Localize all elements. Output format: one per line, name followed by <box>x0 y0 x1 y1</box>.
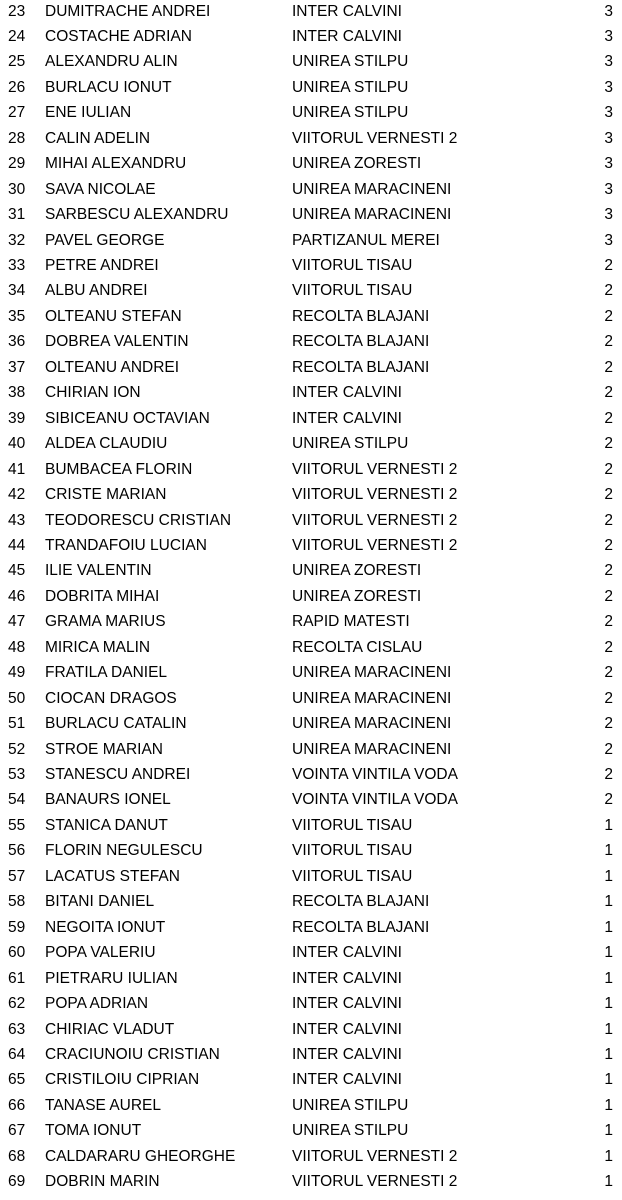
player-name: POPA VALERIU <box>45 944 156 962</box>
table-row <box>0 711 622 736</box>
table-row <box>0 1118 622 1143</box>
row-rank: 24 <box>8 27 26 45</box>
row-rank: 67 <box>8 1122 26 1140</box>
goals-count: 3 <box>604 231 613 249</box>
player-name: TOMA IONUT <box>45 1122 142 1140</box>
row-rank: 25 <box>8 53 26 71</box>
goals-count: 2 <box>604 257 613 274</box>
goals-count: 2 <box>604 689 613 707</box>
table-row <box>0 482 622 507</box>
team-name: UNIREA ZORESTI <box>292 587 422 605</box>
team-name: VIITORUL VERNESTI 2 <box>292 129 458 147</box>
player-name: BITANI DANIEL <box>45 893 155 911</box>
goals-count: 3 <box>604 129 613 147</box>
table-row <box>0 762 622 787</box>
goals-count: 3 <box>604 104 613 122</box>
team-name: RECOLTA BLAJANI <box>292 358 430 376</box>
team-name: INTER CALVINI <box>292 409 402 427</box>
goals-count: 2 <box>604 562 613 580</box>
row-rank: 68 <box>8 1147 26 1165</box>
row-rank: 65 <box>8 1071 26 1089</box>
table-row <box>0 813 622 838</box>
row-rank: 50 <box>8 689 26 707</box>
row-rank: 56 <box>8 842 26 860</box>
player-name: DOBRIN MARIN <box>45 1173 160 1191</box>
team-name: UNIREA STILPU <box>292 78 409 96</box>
team-name: VOINTA VINTILA VODA <box>292 766 458 783</box>
row-rank: 69 <box>8 1173 26 1191</box>
goals-count: 1 <box>604 1071 613 1089</box>
table-row <box>0 278 622 303</box>
table-row <box>0 457 622 482</box>
table-row <box>0 202 622 227</box>
table-row <box>0 558 622 583</box>
goals-count: 2 <box>604 740 613 758</box>
table-row <box>0 533 622 558</box>
team-name: INTER CALVINI <box>292 1045 402 1063</box>
goals-count: 1 <box>604 1020 613 1038</box>
goals-count: 1 <box>604 867 613 885</box>
team-name: INTER CALVINI <box>292 2 402 20</box>
row-rank: 57 <box>8 867 26 885</box>
row-rank: 33 <box>8 257 26 274</box>
player-name: BUMBACEA FLORIN <box>45 460 193 478</box>
row-rank: 28 <box>8 129 26 147</box>
row-rank: 61 <box>8 969 26 987</box>
team-name: VIITORUL TISAU <box>292 257 413 274</box>
table-row <box>0 686 622 711</box>
goals-count: 2 <box>604 766 613 783</box>
goals-count: 3 <box>604 78 613 96</box>
goals-count: 1 <box>604 918 613 936</box>
goals-count: 2 <box>604 638 613 656</box>
table-row <box>0 889 622 914</box>
table-row <box>0 584 622 609</box>
goals-count: 1 <box>604 1096 613 1114</box>
table-row <box>0 177 622 202</box>
goals-count: 1 <box>604 1147 613 1165</box>
team-name: UNIREA MARACINENI <box>292 689 452 707</box>
team-name: UNIREA ZORESTI <box>292 562 422 580</box>
table-row <box>0 49 622 74</box>
table-row <box>0 1169 622 1194</box>
team-name: RECOLTA CISLAU <box>292 638 423 656</box>
player-name: STANICA DANUT <box>45 816 168 834</box>
player-name: DOBRITA MIHAI <box>45 587 160 605</box>
goals-count: 2 <box>604 460 613 478</box>
table-row <box>0 940 622 965</box>
table-row <box>0 380 622 405</box>
team-name: UNIREA STILPU <box>292 1096 409 1114</box>
player-name: CHIRIAC VLADUT <box>45 1020 175 1038</box>
team-name: RECOLTA BLAJANI <box>292 307 430 325</box>
table-row <box>0 100 622 125</box>
team-name: INTER CALVINI <box>292 944 402 962</box>
row-rank: 42 <box>8 486 26 504</box>
team-name: VIITORUL VERNESTI 2 <box>292 536 458 554</box>
table-row <box>0 24 622 49</box>
player-name: LACATUS STEFAN <box>45 867 180 885</box>
goals-count: 2 <box>604 282 613 300</box>
goals-count: 2 <box>604 409 613 427</box>
table-row <box>0 966 622 991</box>
player-name: CHIRIAN ION <box>45 384 141 402</box>
row-rank: 30 <box>8 180 26 198</box>
row-rank: 38 <box>8 384 26 402</box>
table-row <box>0 508 622 533</box>
team-name: VIITORUL TISAU <box>292 842 413 860</box>
player-name: CALDARARU GHEORGHE <box>45 1147 236 1165</box>
team-name: INTER CALVINI <box>292 1020 402 1038</box>
player-name: BANAURS IONEL <box>45 791 171 809</box>
player-name: COSTACHE ADRIAN <box>45 27 192 45</box>
player-name: CALIN ADELIN <box>45 129 151 147</box>
goals-count: 3 <box>604 27 613 45</box>
team-name: VIITORUL VERNESTI 2 <box>292 1173 458 1191</box>
team-name: UNIREA ZORESTI <box>292 155 422 173</box>
row-rank: 44 <box>8 536 26 554</box>
player-name: ALEXANDRU ALIN <box>45 53 178 71</box>
team-name: VIITORUL TISAU <box>292 867 413 885</box>
player-name: FLORIN NEGULESCU <box>45 842 203 860</box>
team-name: VIITORUL TISAU <box>292 816 413 834</box>
row-rank: 34 <box>8 282 26 300</box>
player-name: OLTEANU STEFAN <box>45 307 182 325</box>
team-name: RECOLTA BLAJANI <box>292 893 430 911</box>
row-rank: 54 <box>8 791 26 809</box>
goals-count: 2 <box>604 486 613 504</box>
goals-count: 2 <box>604 664 613 682</box>
table-row <box>0 787 622 812</box>
table-row <box>0 635 622 660</box>
goals-count: 2 <box>604 613 613 631</box>
team-name: VIITORUL TISAU <box>292 282 413 300</box>
row-rank: 49 <box>8 664 26 682</box>
player-name: CRACIUNOIU CRISTIAN <box>45 1045 220 1063</box>
row-rank: 63 <box>8 1020 26 1038</box>
player-name: DUMITRACHE ANDREI <box>45 2 211 20</box>
row-rank: 64 <box>8 1045 26 1063</box>
team-name: INTER CALVINI <box>292 995 402 1013</box>
row-rank: 37 <box>8 358 26 376</box>
player-name: CRISTILOIU CIPRIAN <box>45 1071 200 1089</box>
player-name: TEODORESCU CRISTIAN <box>45 511 232 529</box>
row-rank: 41 <box>8 460 26 478</box>
team-name: RECOLTA BLAJANI <box>292 333 430 351</box>
team-name: UNIREA MARACINENI <box>292 180 452 198</box>
team-name: VIITORUL VERNESTI 2 <box>292 486 458 504</box>
goals-count: 3 <box>604 180 613 198</box>
goals-count: 1 <box>604 893 613 911</box>
row-rank: 52 <box>8 740 26 758</box>
player-name: SIBICEANU OCTAVIAN <box>45 409 210 427</box>
team-name: UNIREA MARACINENI <box>292 664 452 682</box>
table-row <box>0 253 622 278</box>
player-name: MIRICA MALIN <box>45 638 151 656</box>
goals-count: 2 <box>604 435 613 453</box>
row-rank: 47 <box>8 613 26 631</box>
table-row <box>0 660 622 685</box>
player-name: ALBU ANDREI <box>45 282 148 300</box>
table-row <box>0 1144 622 1169</box>
player-name: FRATILA DANIEL <box>45 664 168 682</box>
table-row <box>0 75 622 100</box>
goals-count: 1 <box>604 969 613 987</box>
row-rank: 23 <box>8 2 26 20</box>
player-name: CRISTE MARIAN <box>45 486 167 504</box>
player-name: TANASE AUREL <box>45 1096 162 1114</box>
table-row <box>0 915 622 940</box>
team-name: UNIREA STILPU <box>292 435 409 453</box>
table-row <box>0 0 622 24</box>
table-row <box>0 864 622 889</box>
player-name: SARBESCU ALEXANDRU <box>45 206 229 224</box>
row-rank: 55 <box>8 816 26 834</box>
row-rank: 36 <box>8 333 26 351</box>
row-rank: 58 <box>8 893 26 911</box>
team-name: UNIREA MARACINENI <box>292 715 452 733</box>
table-row <box>0 838 622 863</box>
goals-count: 1 <box>604 816 613 834</box>
player-name: MIHAI ALEXANDRU <box>45 155 187 173</box>
row-rank: 31 <box>8 206 26 224</box>
team-name: VIITORUL VERNESTI 2 <box>292 1147 458 1165</box>
team-name: UNIREA STILPU <box>292 1122 409 1140</box>
goals-count: 3 <box>604 155 613 173</box>
team-name: UNIREA STILPU <box>292 104 409 122</box>
goals-count: 2 <box>604 791 613 809</box>
table-row <box>0 1042 622 1067</box>
team-name: INTER CALVINI <box>292 1071 402 1089</box>
row-rank: 26 <box>8 78 26 96</box>
player-name: ILIE VALENTIN <box>45 562 152 580</box>
player-name: OLTEANU ANDREI <box>45 358 180 376</box>
player-name: GRAMA MARIUS <box>45 613 166 631</box>
row-rank: 62 <box>8 995 26 1013</box>
row-rank: 43 <box>8 511 26 529</box>
row-rank: 32 <box>8 231 26 249</box>
player-name: CIOCAN DRAGOS <box>45 689 177 707</box>
team-name: PARTIZANUL MEREI <box>292 231 440 249</box>
player-name: ALDEA CLAUDIU <box>45 435 168 453</box>
team-name: UNIREA MARACINENI <box>292 206 452 224</box>
row-rank: 59 <box>8 918 26 936</box>
goals-count: 2 <box>604 536 613 554</box>
table-row <box>0 1093 622 1118</box>
goals-count: 2 <box>604 307 613 325</box>
table-row <box>0 329 622 354</box>
player-name: NEGOITA IONUT <box>45 918 166 936</box>
team-name: INTER CALVINI <box>292 969 402 987</box>
player-name: STROE MARIAN <box>45 740 163 758</box>
goals-count: 1 <box>604 1173 613 1191</box>
player-name: PETRE ANDREI <box>45 257 159 274</box>
row-rank: 45 <box>8 562 26 580</box>
table-row <box>0 151 622 176</box>
player-name: PIETRARU IULIAN <box>45 969 178 987</box>
team-name: VOINTA VINTILA VODA <box>292 791 458 809</box>
team-name: INTER CALVINI <box>292 384 402 402</box>
player-name: STANESCU ANDREI <box>45 766 191 783</box>
goals-count: 1 <box>604 842 613 860</box>
table-row <box>0 228 622 253</box>
goals-count: 2 <box>604 358 613 376</box>
row-rank: 60 <box>8 944 26 962</box>
goals-count: 1 <box>604 995 613 1013</box>
table-row <box>0 991 622 1016</box>
row-rank: 27 <box>8 104 26 122</box>
table-row <box>0 1017 622 1042</box>
table-row <box>0 609 622 634</box>
goals-count: 2 <box>604 587 613 605</box>
player-name: DOBREA VALENTIN <box>45 333 189 351</box>
goals-count: 1 <box>604 944 613 962</box>
player-name: BURLACU CATALIN <box>45 715 187 733</box>
player-name: ENE IULIAN <box>45 104 132 122</box>
row-rank: 29 <box>8 155 26 173</box>
table-row <box>0 431 622 456</box>
team-name: RECOLTA BLAJANI <box>292 918 430 936</box>
table-row <box>0 737 622 762</box>
table-row <box>0 355 622 380</box>
row-rank: 46 <box>8 587 26 605</box>
goals-count: 2 <box>604 384 613 402</box>
row-rank: 51 <box>8 715 26 733</box>
player-name: BURLACU IONUT <box>45 78 172 96</box>
goals-count: 2 <box>604 511 613 529</box>
goals-count: 2 <box>604 333 613 351</box>
table-row <box>0 1067 622 1092</box>
team-name: UNIREA MARACINENI <box>292 740 452 758</box>
team-name: RAPID MATESTI <box>292 613 410 631</box>
row-rank: 39 <box>8 409 26 427</box>
row-rank: 40 <box>8 435 26 453</box>
player-name: POPA ADRIAN <box>45 995 149 1013</box>
goals-count: 3 <box>604 2 613 20</box>
goals-count: 1 <box>604 1122 613 1140</box>
row-rank: 53 <box>8 766 26 783</box>
table-row <box>0 406 622 431</box>
team-name: UNIREA STILPU <box>292 53 409 71</box>
player-name: SAVA NICOLAE <box>45 180 156 198</box>
row-rank: 35 <box>8 307 26 325</box>
goals-count: 1 <box>604 1045 613 1063</box>
player-name: PAVEL GEORGE <box>45 231 165 249</box>
goals-count: 3 <box>604 206 613 224</box>
team-name: VIITORUL VERNESTI 2 <box>292 511 458 529</box>
player-name: TRANDAFOIU LUCIAN <box>45 536 207 554</box>
team-name: INTER CALVINI <box>292 27 402 45</box>
goals-count: 2 <box>604 715 613 733</box>
table-row <box>0 126 622 151</box>
team-name: VIITORUL VERNESTI 2 <box>292 460 458 478</box>
table-row <box>0 304 622 329</box>
row-rank: 66 <box>8 1096 26 1114</box>
goals-count: 3 <box>604 53 613 71</box>
row-rank: 48 <box>8 638 26 656</box>
